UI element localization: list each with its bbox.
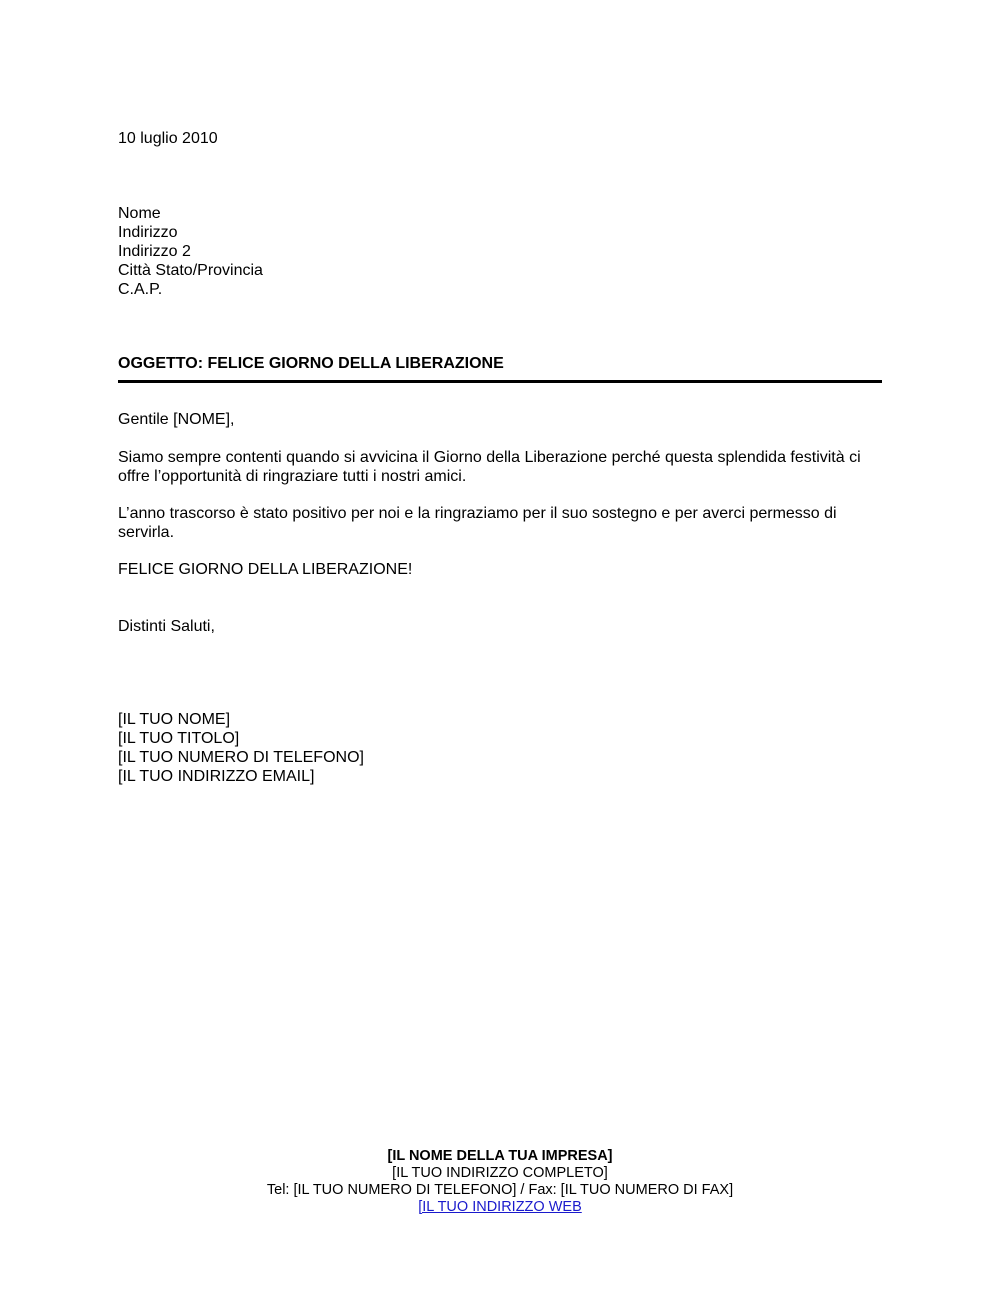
signature-name: [IL TUO NOME] bbox=[118, 711, 231, 728]
letter-paragraph-1: Siamo sempre contenti quando si avvicina il Giorno della Liberazione perché questa splendida festività ci offre l’opportunità di ringraziare tutti i nostri amici. bbox=[118, 449, 861, 485]
footer-address: [IL TUO INDIRIZZO COMPLETO] bbox=[392, 1165, 608, 1181]
letter-greeting: FELICE GIORNO DELLA LIBERAZIONE! bbox=[118, 561, 413, 578]
letter-date: 10 luglio 2010 bbox=[118, 130, 218, 147]
letter-salutation: Gentile [NOME], bbox=[118, 411, 235, 428]
signature-email: [IL TUO INDIRIZZO EMAIL] bbox=[118, 768, 315, 785]
letter-closing: Distinti Saluti, bbox=[118, 618, 215, 635]
footer-company-name: [IL NOME DELLA TUA IMPRESA] bbox=[387, 1148, 613, 1164]
addressee-name: Nome bbox=[118, 205, 161, 222]
signature-title: [IL TUO TITOLO] bbox=[118, 730, 240, 747]
addressee-city-state: Città Stato/Provincia bbox=[118, 262, 263, 279]
addressee-address-2: Indirizzo 2 bbox=[118, 243, 191, 260]
footer-web-link[interactable]: [IL TUO INDIRIZZO WEB bbox=[418, 1199, 582, 1215]
subject-divider bbox=[118, 380, 882, 383]
letter-paragraph-2: L’anno trascorso è stato positivo per noi e la ringraziamo per il suo sostegno e per averci permesso di servirla. bbox=[118, 505, 837, 541]
addressee-block bbox=[118, 204, 263, 299]
signature-block bbox=[118, 710, 364, 786]
footer-contacts: Tel: [IL TUO NUMERO DI TELEFONO] / Fax: [IL TUO NUMERO DI FAX] bbox=[266, 1182, 734, 1198]
letter-footer bbox=[0, 1148, 1000, 1216]
signature-phone: [IL TUO NUMERO DI TELEFONO] bbox=[118, 749, 364, 766]
letter-subject: OGGETTO: FELICE GIORNO DELLA LIBERAZIONE bbox=[118, 355, 504, 372]
addressee-address: Indirizzo bbox=[118, 224, 178, 241]
addressee-postal-code: C.A.P. bbox=[118, 281, 163, 298]
